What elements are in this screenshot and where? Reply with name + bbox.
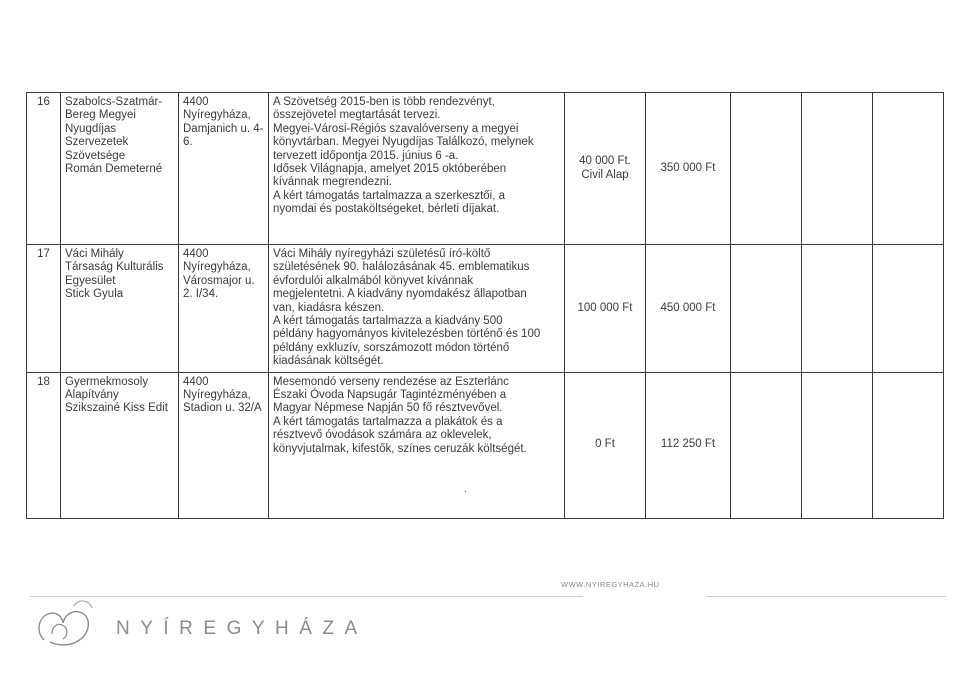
cell-line: megjelentetni. A kiadvány nyomdakész állapotban bbox=[273, 288, 527, 301]
applicant-cell bbox=[61, 372, 179, 518]
cell-line: Társaság Kulturális bbox=[65, 261, 164, 274]
empty-cell bbox=[873, 372, 944, 518]
cell-line: A Szövetség 2015-ben is több rendezvényt, bbox=[273, 96, 495, 108]
cell-line: Szabolcs-Szatmár- bbox=[65, 96, 163, 108]
cell-line: Szikszainé Kiss Edit bbox=[65, 402, 168, 415]
row-number: 17 bbox=[27, 245, 61, 373]
cell-line: Damjanich u. 4- bbox=[183, 122, 264, 135]
empty-cell bbox=[873, 245, 944, 373]
cell-line: Nyíregyháza, bbox=[183, 109, 251, 122]
cell-line: Stick Gyula bbox=[65, 288, 124, 301]
applicant-cell bbox=[61, 93, 179, 245]
cell-line: összejövetel megtartását tervezi. bbox=[273, 109, 441, 122]
description-cell bbox=[269, 245, 565, 373]
empty-cell bbox=[802, 372, 873, 518]
cell-line: példány hagyományos kivitelezésben történő és 100 bbox=[273, 328, 541, 341]
footer-url: WWW.NYIREGYHAZA.HU bbox=[561, 580, 660, 589]
description-cell bbox=[269, 372, 565, 518]
cell-line: Nyíregyháza, bbox=[183, 389, 251, 402]
amount-previous-cell bbox=[565, 93, 646, 245]
cell-line: Civil Alap bbox=[581, 168, 629, 181]
amount-requested-cell: 350 000 Ft bbox=[646, 93, 731, 245]
logo-wordmark: NYÍREGYHÁZA bbox=[116, 618, 368, 639]
cell-line: van, kiadásra készen. bbox=[273, 301, 385, 314]
cell-line: Egyesület bbox=[65, 274, 116, 287]
cell-line: Szervezetek bbox=[65, 136, 129, 149]
cell-line: példány exkluzív, sorszámozott módon történő bbox=[273, 341, 510, 354]
cell-line: Nyíregyháza, bbox=[183, 261, 251, 274]
address-cell bbox=[179, 372, 269, 518]
cell-line: kiadásának költségét. bbox=[273, 355, 384, 368]
table-body bbox=[27, 93, 944, 519]
amount-requested-cell: 450 000 Ft bbox=[646, 245, 731, 373]
amount-previous-cell bbox=[565, 245, 646, 373]
table-row bbox=[27, 93, 944, 245]
cell-line: 0 Ft bbox=[595, 438, 615, 451]
city-logo-icon bbox=[30, 596, 100, 656]
footer-divider-right bbox=[706, 596, 946, 597]
cell-line: 4400 bbox=[183, 375, 209, 388]
empty-cell bbox=[731, 93, 802, 245]
empty-cell bbox=[731, 245, 802, 373]
row-number: 18 bbox=[27, 372, 61, 518]
amount-requested-cell: 112 250 Ft bbox=[646, 372, 731, 518]
cell-line: 100 000 Ft bbox=[577, 301, 633, 314]
table-row bbox=[27, 372, 944, 518]
cell-line: születésének 90. halálozásának 45. emblematikus bbox=[273, 261, 530, 274]
cell-line: 4400 bbox=[183, 248, 209, 260]
cell-line: Városmajor u. bbox=[183, 274, 255, 287]
cell-line: Északi Óvoda Napsugár Tagintézményében a bbox=[273, 389, 507, 402]
empty-cell bbox=[802, 245, 873, 373]
empty-cell bbox=[873, 93, 944, 245]
applicant-cell bbox=[61, 245, 179, 373]
cell-line: 40 000 Ft. bbox=[579, 155, 631, 168]
address-cell bbox=[179, 93, 269, 245]
cell-line: Román Demeterné bbox=[65, 163, 163, 176]
table-row bbox=[27, 245, 944, 373]
empty-cell bbox=[731, 372, 802, 518]
footer-divider-left bbox=[30, 596, 583, 597]
cell-line: Alapítvány bbox=[65, 389, 119, 402]
cell-line: Gyermekmosoly bbox=[65, 375, 149, 388]
cell-line: könyvjutalmak, kifestők, színes ceruzák költségét. bbox=[273, 442, 527, 455]
cell-line: Magyar Népmese Napján 50 fő résztvevővel. bbox=[273, 402, 503, 415]
cell-line: A kért támogatás tartalmazza a plakátok és a bbox=[273, 415, 503, 428]
empty-cell bbox=[802, 93, 873, 245]
address-cell bbox=[179, 245, 269, 373]
cell-line: résztvevő óvodások számára az oklevelek, bbox=[273, 429, 492, 442]
cell-line: Mesemondó verseny rendezése az Eszterlánc bbox=[273, 375, 509, 388]
cell-line: Idősek Világnapja, amelyet 2015 októberében bbox=[273, 163, 507, 176]
cell-line: 6. bbox=[183, 136, 193, 149]
cell-line: Váci Mihály bbox=[65, 248, 124, 260]
cell-line: 4400 bbox=[183, 96, 209, 108]
stray-mark: . bbox=[464, 484, 467, 495]
cell-line: A kért támogatás tartalmazza a szerkesztői, a bbox=[273, 189, 506, 202]
cell-line: Váci Mihály nyíregyházi születésű író-költő bbox=[273, 248, 491, 260]
cell-line: Nyugdíjas bbox=[65, 122, 117, 135]
cell-line: Szövetsége bbox=[65, 149, 126, 162]
amount-previous-cell bbox=[565, 372, 646, 518]
cell-line: könyvtárban. Megyei Nyugdíjas Találkozó, melynek bbox=[273, 136, 534, 149]
cell-line: A kért támogatás tartalmazza a kiadvány 500 bbox=[273, 315, 503, 328]
cell-line: Stadion u. 32/A bbox=[183, 402, 262, 415]
cell-line: Megyei-Városi-Régiós szavalóverseny a megyei bbox=[273, 122, 519, 135]
cell-line: nyomdai és postaköltségeket, bérleti díjakat. bbox=[273, 203, 500, 216]
cell-line: Bereg Megyei bbox=[65, 109, 136, 122]
support-table bbox=[26, 92, 944, 519]
cell-line: kívánnak megrendezni. bbox=[273, 176, 392, 189]
row-number: 16 bbox=[27, 93, 61, 245]
cell-line: évfordulói alkalmából könyvet kívánnak bbox=[273, 274, 474, 287]
description-cell bbox=[269, 93, 565, 245]
cell-line: 2. I/34. bbox=[183, 288, 219, 301]
cell-line: tervezett időpontja 2015. június 6 -a. bbox=[273, 149, 459, 162]
